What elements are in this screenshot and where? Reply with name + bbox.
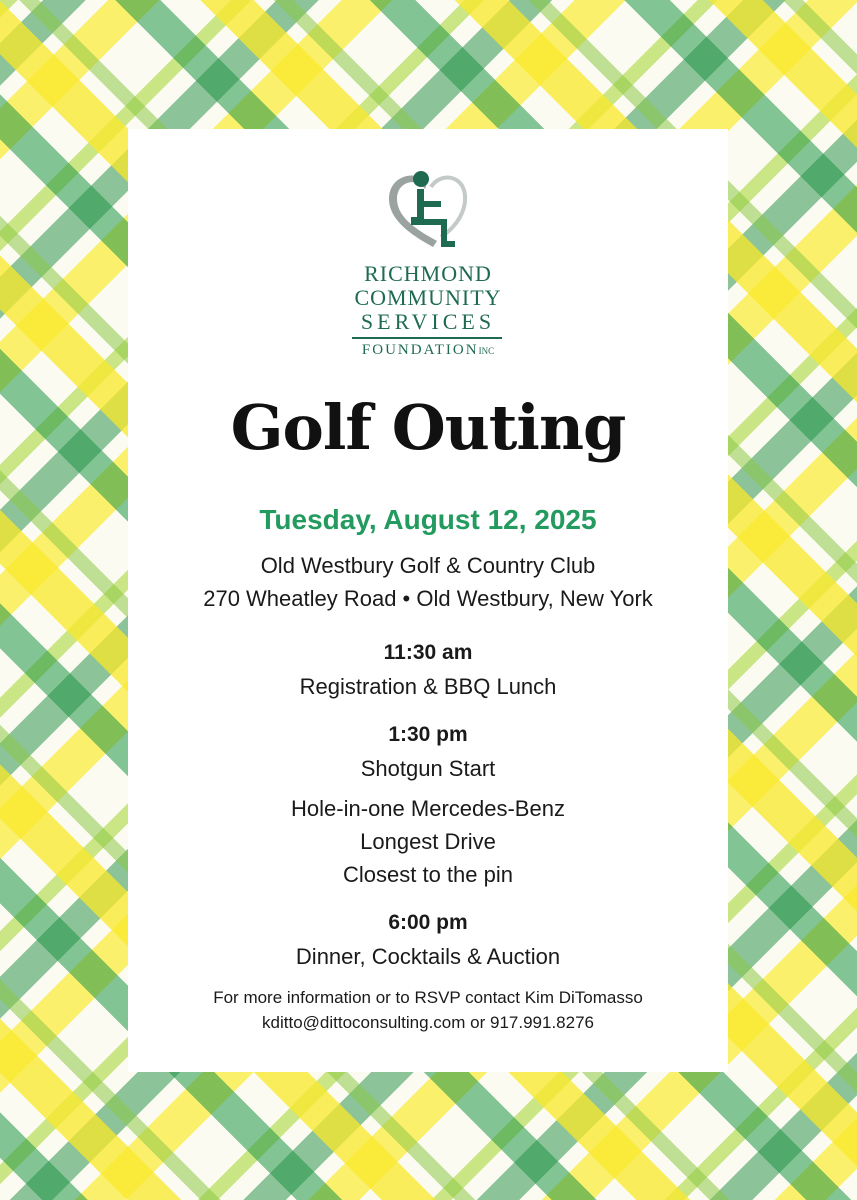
event-address: 270 Wheatley Road • Old Westbury, New York <box>203 586 653 611</box>
invitation-card <box>128 129 728 1072</box>
contest-hole-in-one: Hole-in-one Mercedes-Benz <box>291 796 565 821</box>
org-name-community: COMMUNITY <box>354 285 502 310</box>
org-foundation-word: FOUNDATION <box>361 342 479 358</box>
org-inc-suffix: INC <box>478 346 495 356</box>
registration-time: 11:30 am <box>383 641 473 664</box>
contest-closest-to-pin: Closest to the pin <box>343 862 513 887</box>
org-divider <box>352 337 502 339</box>
registration-activity: Registration & BBQ Lunch <box>299 674 557 699</box>
dinner-time: 6:00 pm <box>388 911 468 934</box>
dinner-activity: Dinner, Cocktails & Auction <box>295 944 561 969</box>
contact-email-phone[interactable]: kditto@dittoconsulting.com or 917.991.8276 <box>262 1013 594 1032</box>
event-date: Tuesday, August 12, 2025 <box>259 504 597 535</box>
org-name-foundation <box>128 342 728 359</box>
shotgun-time: 1:30 pm <box>388 723 468 746</box>
org-name-richmond: RICHMOND <box>364 261 492 286</box>
wheelchair-heart-logo-icon <box>375 165 475 255</box>
shotgun-activity: Shotgun Start <box>360 756 496 781</box>
contact-info: For more information or to RSVP contact Kim DiTomasso <box>213 988 643 1007</box>
event-title: Golf Outing <box>230 391 626 464</box>
event-venue: Old Westbury Golf & Country Club <box>260 553 596 578</box>
contest-longest-drive: Longest Drive <box>360 829 496 854</box>
org-name-services: SERVICES <box>360 309 496 334</box>
